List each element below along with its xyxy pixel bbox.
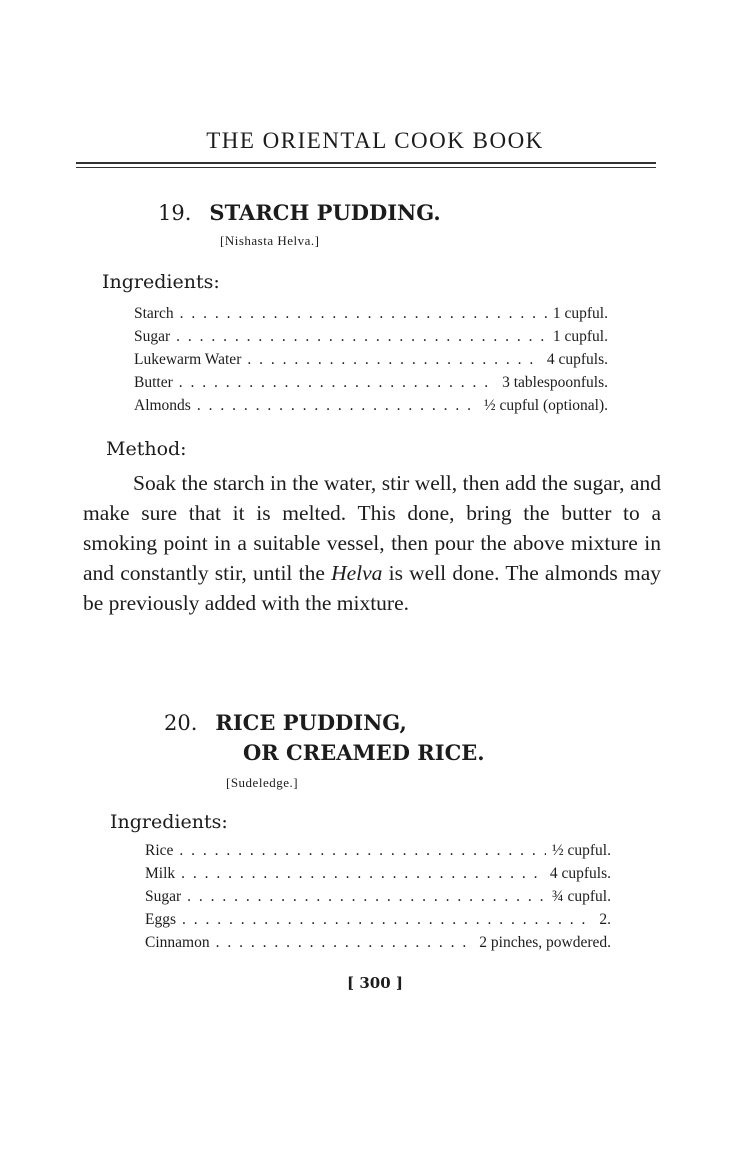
- leader-dots: [179, 842, 546, 860]
- ingredient-row: [134, 374, 608, 397]
- ingredients-label: Ingredients:: [110, 811, 228, 833]
- recipe-number: 19.: [158, 201, 192, 225]
- method-text-end: is well done. The almonds may be previously added with the mixture.: [83, 561, 661, 615]
- ingredient-qty: 2.: [599, 911, 611, 928]
- ingredient-qty: 4 cupfuls.: [546, 351, 608, 368]
- ingredient-qty: 1 cupful.: [552, 305, 608, 322]
- ingredient-name: Starch: [134, 305, 174, 322]
- ingredient-name: Lukewarm Water: [134, 351, 242, 368]
- ingredient-qty: ½ cupful.: [552, 842, 611, 859]
- ingredient-row: [134, 351, 608, 374]
- recipe-20-title-line-2: OR CREAMED RICE.: [243, 740, 485, 765]
- ingredient-row: [134, 328, 608, 351]
- ingredient-row: [145, 911, 611, 934]
- recipe-19-title: [158, 200, 441, 225]
- ingredients-label: Ingredients:: [102, 271, 220, 293]
- recipe-19-subtitle: [Nishasta Helva.]: [220, 233, 320, 248]
- ingredient-name: Sugar: [145, 888, 182, 905]
- ingredient-qty: 2 pinches, powdered.: [479, 934, 611, 951]
- ingredient-name: Cinnamon: [145, 934, 210, 951]
- ingredients-list-20: [145, 842, 611, 957]
- ingredient-name: Butter: [134, 374, 173, 391]
- ingredient-name: Sugar: [134, 328, 171, 345]
- leader-dots: [180, 305, 547, 323]
- recipe-name: RICE PUDDING,: [215, 710, 407, 735]
- ingredient-row: [145, 842, 611, 865]
- ingredient-row: [134, 397, 608, 420]
- ingredients-list-19: [134, 305, 608, 420]
- ingredient-name: Milk: [145, 865, 176, 882]
- leader-dots: [179, 374, 496, 392]
- leader-dots: [216, 934, 474, 952]
- ingredient-row: [145, 888, 611, 911]
- running-head: THE ORIENTAL COOK BOOK: [206, 128, 544, 153]
- leader-dots: [187, 888, 546, 906]
- ingredient-name: Rice: [145, 842, 174, 859]
- method-text-start: Soak the starch in the water, stir well, then add the sugar, and make sure that it is melted. This done, bring the butter to a smoking point in a suitable vessel, then pour the above mixture in and constantly stir, until the: [83, 471, 661, 585]
- ingredient-qty: 3 tablespoonfuls.: [502, 374, 608, 391]
- method-paragraph: [83, 468, 661, 618]
- leader-dots: [182, 911, 593, 929]
- leader-dots: [176, 328, 547, 346]
- ingredient-qty: ½ cupful (optional).: [484, 397, 608, 414]
- leader-dots: [197, 397, 478, 415]
- recipe-20-subtitle: [Sudeledge.]: [226, 775, 299, 790]
- recipe-20-title: [164, 710, 407, 735]
- recipe-name: STARCH PUDDING.: [209, 200, 441, 225]
- header-rule-thin: [76, 167, 656, 168]
- ingredient-qty: 4 cupfuls.: [549, 865, 611, 882]
- recipe-number: 20.: [164, 711, 198, 735]
- leader-dots: [247, 351, 541, 369]
- method-label: Method:: [106, 438, 187, 460]
- header-rule-thick: [76, 162, 656, 164]
- ingredient-row: [145, 865, 611, 888]
- ingredient-qty: 1 cupful.: [552, 328, 608, 345]
- ingredient-name: Eggs: [145, 911, 176, 928]
- ingredient-name: Almonds: [134, 397, 191, 414]
- page-number: [ 300 ]: [347, 974, 403, 992]
- leader-dots: [181, 865, 544, 883]
- ingredient-qty: ¾ cupful.: [552, 888, 611, 905]
- ingredient-row: [134, 305, 608, 328]
- method-emphasis: Helva: [331, 561, 383, 585]
- ingredient-row: [145, 934, 611, 957]
